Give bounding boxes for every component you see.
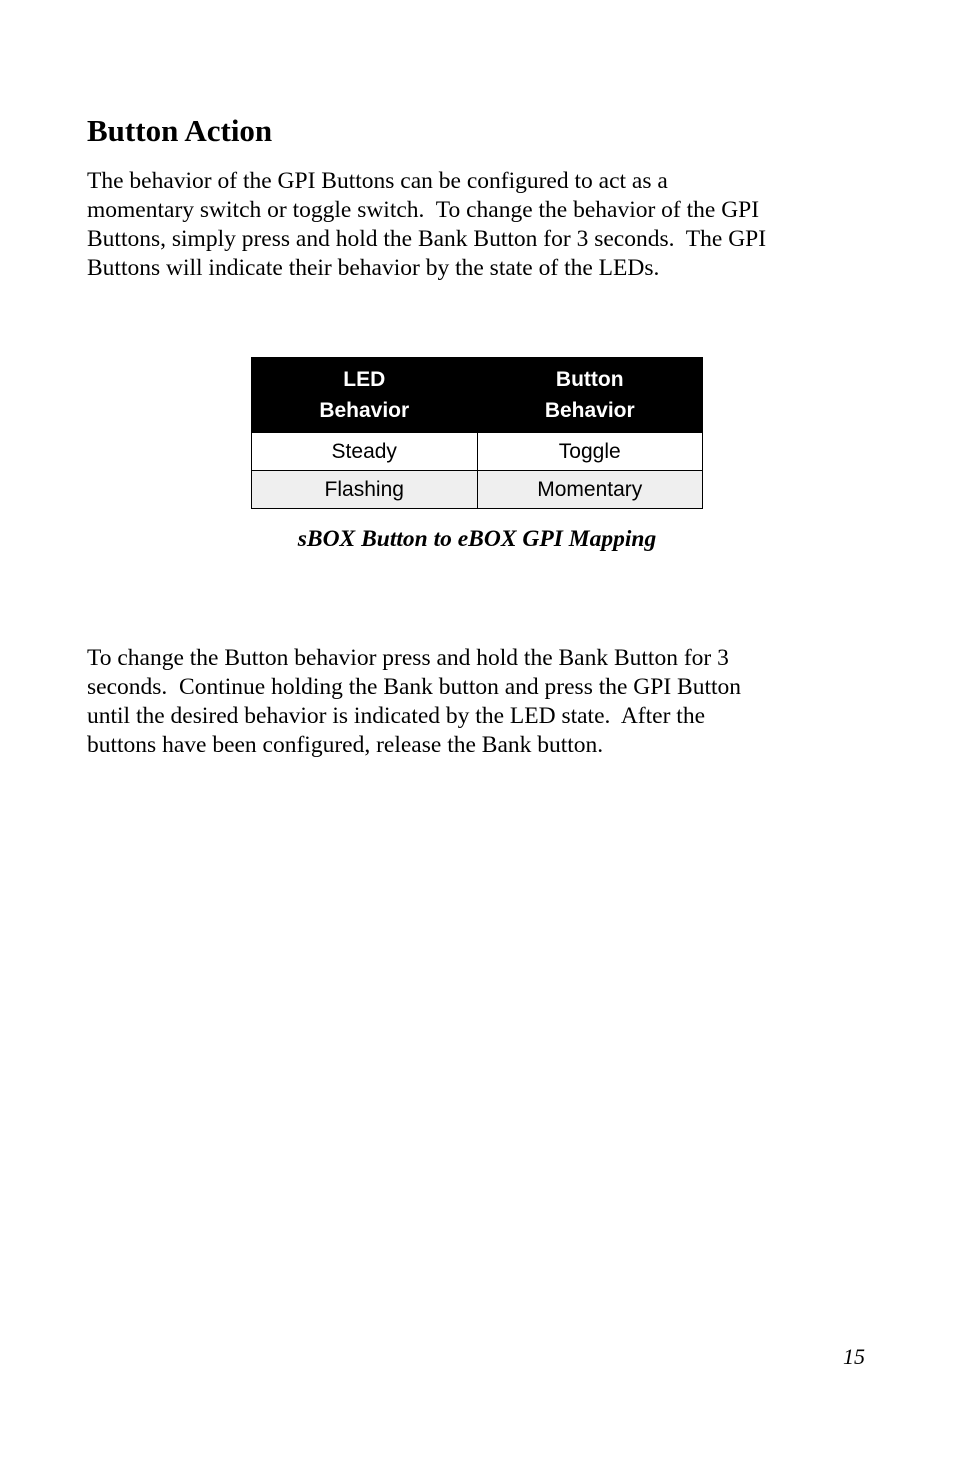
table-row [252,433,703,471]
page-number: 15 [843,1344,865,1369]
table-caption: sBOX Button to eBOX GPI Mapping [297,526,657,552]
table-cell: Toggle [477,433,703,471]
text-line: Buttons, simply press and hold the Bank Button for 3 seconds. The GPI [87,226,767,252]
header-button-behavior [477,358,703,433]
instructions-paragraph [87,644,877,760]
behavior-mapping-table [251,357,703,509]
text-line: To change the Button behavior press and hold the Bank Button for 3 [87,645,729,671]
table-header-row [252,358,703,433]
table-cell: Steady [252,433,478,471]
text-line: buttons have been configured, release the Bank button. [87,732,604,758]
table-cell: Momentary [477,471,703,509]
table-row [252,471,703,509]
text-line: The behavior of the GPI Buttons can be configured to act as a [87,168,668,194]
header-text: Button [555,368,624,391]
text-line: Buttons will indicate their behavior by the state of the LEDs. [87,255,660,281]
text-line: seconds. Continue holding the Bank button and press the GPI Button [87,674,742,700]
section-heading: Button Action [87,113,273,148]
table-cell: Flashing [252,471,478,509]
text-line: until the desired behavior is indicated by the LED state. After the [87,703,705,729]
intro-paragraph [87,167,877,283]
header-text: Behavior [319,399,410,422]
header-text: LED [343,368,386,391]
header-text: Behavior [544,399,635,422]
text-line: momentary switch or toggle switch. To change the behavior of the GPI [87,197,760,223]
header-led-behavior [252,358,478,433]
